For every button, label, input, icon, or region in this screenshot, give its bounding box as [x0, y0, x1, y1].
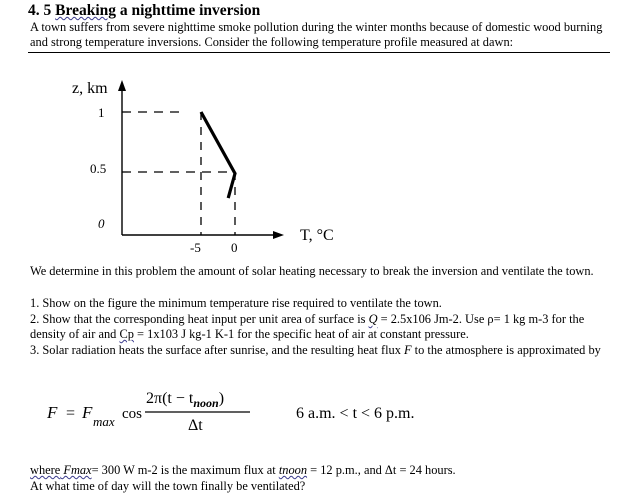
where-paragraph: where Fmax= 300 W m-2 is the maximum flux at tnoon = 12 p.m., and Δt = 24 hours. [30, 463, 456, 477]
symbol-fmax: Fmax [60, 463, 92, 477]
intro-paragraph: A town suffers from severe nighttime smoke pollution during the winter months because of domestic wood burning and strong temperature inversions. Consider the following temperature profile measured at dawn: [30, 20, 603, 49]
formula-F: F [82, 403, 93, 422]
formula-condition: 6 a.m. < t < 6 p.m. [296, 405, 415, 422]
symbol-cp: Cp [119, 327, 134, 341]
y-tick-0: 0 [98, 216, 105, 231]
symbol-F: F [404, 343, 412, 357]
y-tick-1: 1 [98, 105, 105, 120]
heading-title: a nighttime inversion [116, 2, 261, 19]
final-question: At what time of day will the town finally be ventilated? [30, 479, 306, 493]
x-tick-minus5: -5 [190, 240, 201, 255]
formula-numerator: $2\pi(t - t_{noon})$ [146, 390, 225, 410]
symbol-tnoon: tnoon [278, 463, 308, 477]
formula-cos: cos [122, 406, 142, 422]
determine-paragraph: We determine in this problem the amount of solar heating necessary to break the inversion and ventilate the town. [30, 264, 594, 278]
heading-underlined-word: Breaking [55, 2, 116, 19]
formula-lhs: F [47, 403, 58, 422]
heading-number: 4. 5 [28, 2, 56, 19]
question-1: 1. Show on the figure the minimum temperature rise required to ventilate the town. [30, 296, 442, 310]
y-axis-label: z, km [72, 80, 108, 97]
y-tick-05: 0.5 [90, 161, 107, 176]
question-3: 3. Solar radiation heats the surface after sunrise, and the resulting heat flux F to the atmosphere is approximated by [30, 343, 601, 357]
x-tick-0: 0 [231, 240, 238, 255]
formula-sub-max: max [93, 414, 115, 429]
formula-equals: = [66, 405, 76, 422]
symbol-Q: Q [368, 312, 378, 326]
x-axis-label: T, °C [300, 227, 334, 244]
formula-denominator: Δt [188, 417, 203, 434]
question-2: 2. Show that the corresponding heat input per unit area of surface is Q = 2.5x106 Jm-2. Use ρ= 1 kg m-3 for the density of air and Cp = 1x103 J kg-1 K-1 for the specific heat of air at constant pressure. [30, 312, 585, 341]
